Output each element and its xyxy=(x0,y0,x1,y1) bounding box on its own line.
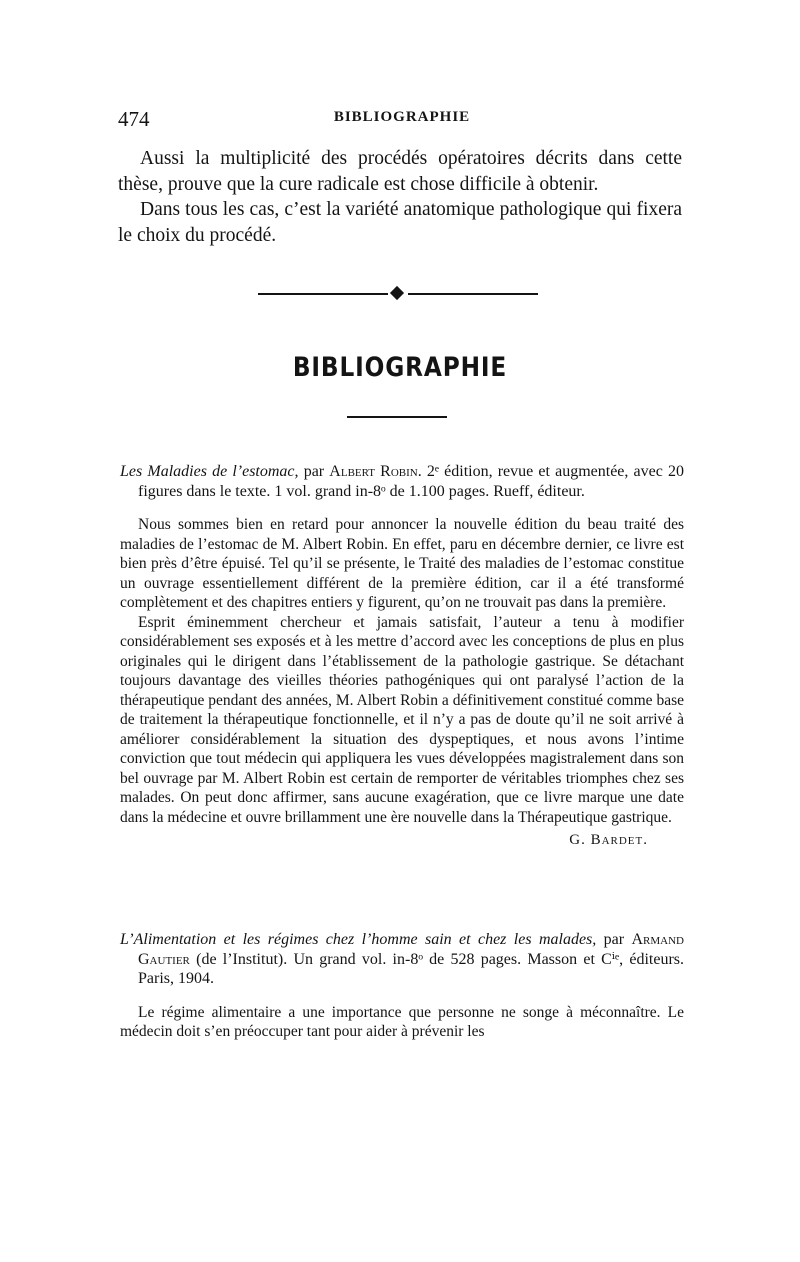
bibliographic-entry xyxy=(120,930,684,989)
work-author: Albert Robin. xyxy=(329,463,422,480)
intro-text xyxy=(118,146,682,248)
running-title: BIBLIOGRAPHIE xyxy=(333,109,471,125)
section-heading: BIBLIOGRAPHIE xyxy=(292,352,508,383)
bibliographic-entry xyxy=(120,462,684,501)
review-paragraph: Nous sommes bien en retard pour annoncer la nouvelle édition du beau traité des maladies de l’estomac de M. Albert Robin. En effet, paru en décembre dernier, ce livre est bien près d’être épuisé. Tel qu’il se présente, le Traité des maladies de l’estomac constitue un ouvrage essentiellement différent de la première édition, car il a été transformé complètement et des chapitres entiers y figurent, qu’on ne trouvait pas dans la première. xyxy=(120,516,684,611)
work-title: Les Maladies de l’estomac, xyxy=(120,463,299,480)
divider-rule-right xyxy=(408,293,538,295)
intro-paragraph: Dans tous les cas, c’est la variété anatomique pathologique qui fixera le choix du procédé. xyxy=(118,199,682,246)
divider-rule-left xyxy=(258,293,388,295)
review-paragraph: Le régime alimentaire a une importance que personne ne songe à méconnaître. Le médecin doit s’en préoccuper tant pour aider à prévenir les xyxy=(120,1003,684,1040)
heading-underline xyxy=(347,416,447,418)
work-details: (de l’Institut). Un grand vol. in-8ᵒ de 528 pages. Masson et Cⁱᵉ, éditeurs. Paris, 1904. xyxy=(138,950,685,987)
work-author: Armand Gautier xyxy=(138,931,685,968)
review-paragraph: Esprit éminemment chercheur et jamais satisfait, l’auteur a tenu à modifier considérablement ses exposés et à les mettre d’accord avec les conceptions de plus en plus originales qui le dirigent dans l’établissement de la pathologie gastrique. Se détachant toujours davantage des vieilles théories pathogéniques qui ont paralysé l’action de la thérapeutique pendant des années, M. Albert Robin a définitivement constitué comme base de traitement la thérapeutique fonctionnelle, et il n’y a pas de doute qu’il ne soit arrivé à améliorer considérablement la situation des dyspeptiques, et nous avons l’intime conviction que tout médecin qui appliquera les vues développées magistralement dans son bel ouvrage par M. Albert Robin est certain de remporter de véritables triomphes chez ses malades. On peut donc affirmer, sans aucune exagération, que ce livre marque une date dans la médecine et ouvre brillamment une ère nouvelle dans la Thérapeutique gastrique. xyxy=(120,613,684,826)
review-body xyxy=(120,1003,684,1042)
review-entry xyxy=(120,462,684,851)
review-body xyxy=(120,515,684,851)
work-title: L’Alimentation et les régimes chez l’homme sain et chez les malades, xyxy=(120,931,597,948)
review-signature: G. Bardet. xyxy=(569,832,648,848)
entry-by: par xyxy=(603,931,625,948)
entry-by: par xyxy=(303,463,325,480)
review-entry xyxy=(120,930,684,1042)
page-number: 474 xyxy=(118,107,150,131)
work-details: 2ᵉ édition, revue et augmentée, avec 20 figures dans le texte. 1 vol. grand in-8ᵒ de 1.100 pages. Rueff, éditeur. xyxy=(138,463,685,500)
running-head xyxy=(118,106,686,136)
diamond-icon xyxy=(390,286,404,300)
intro-paragraph: Aussi la multiplicité des procédés opératoires décrits dans cette thèse, prouve que la cure radicale est chose difficile à obtenir. xyxy=(118,148,682,195)
section-divider-ornament xyxy=(258,286,538,302)
